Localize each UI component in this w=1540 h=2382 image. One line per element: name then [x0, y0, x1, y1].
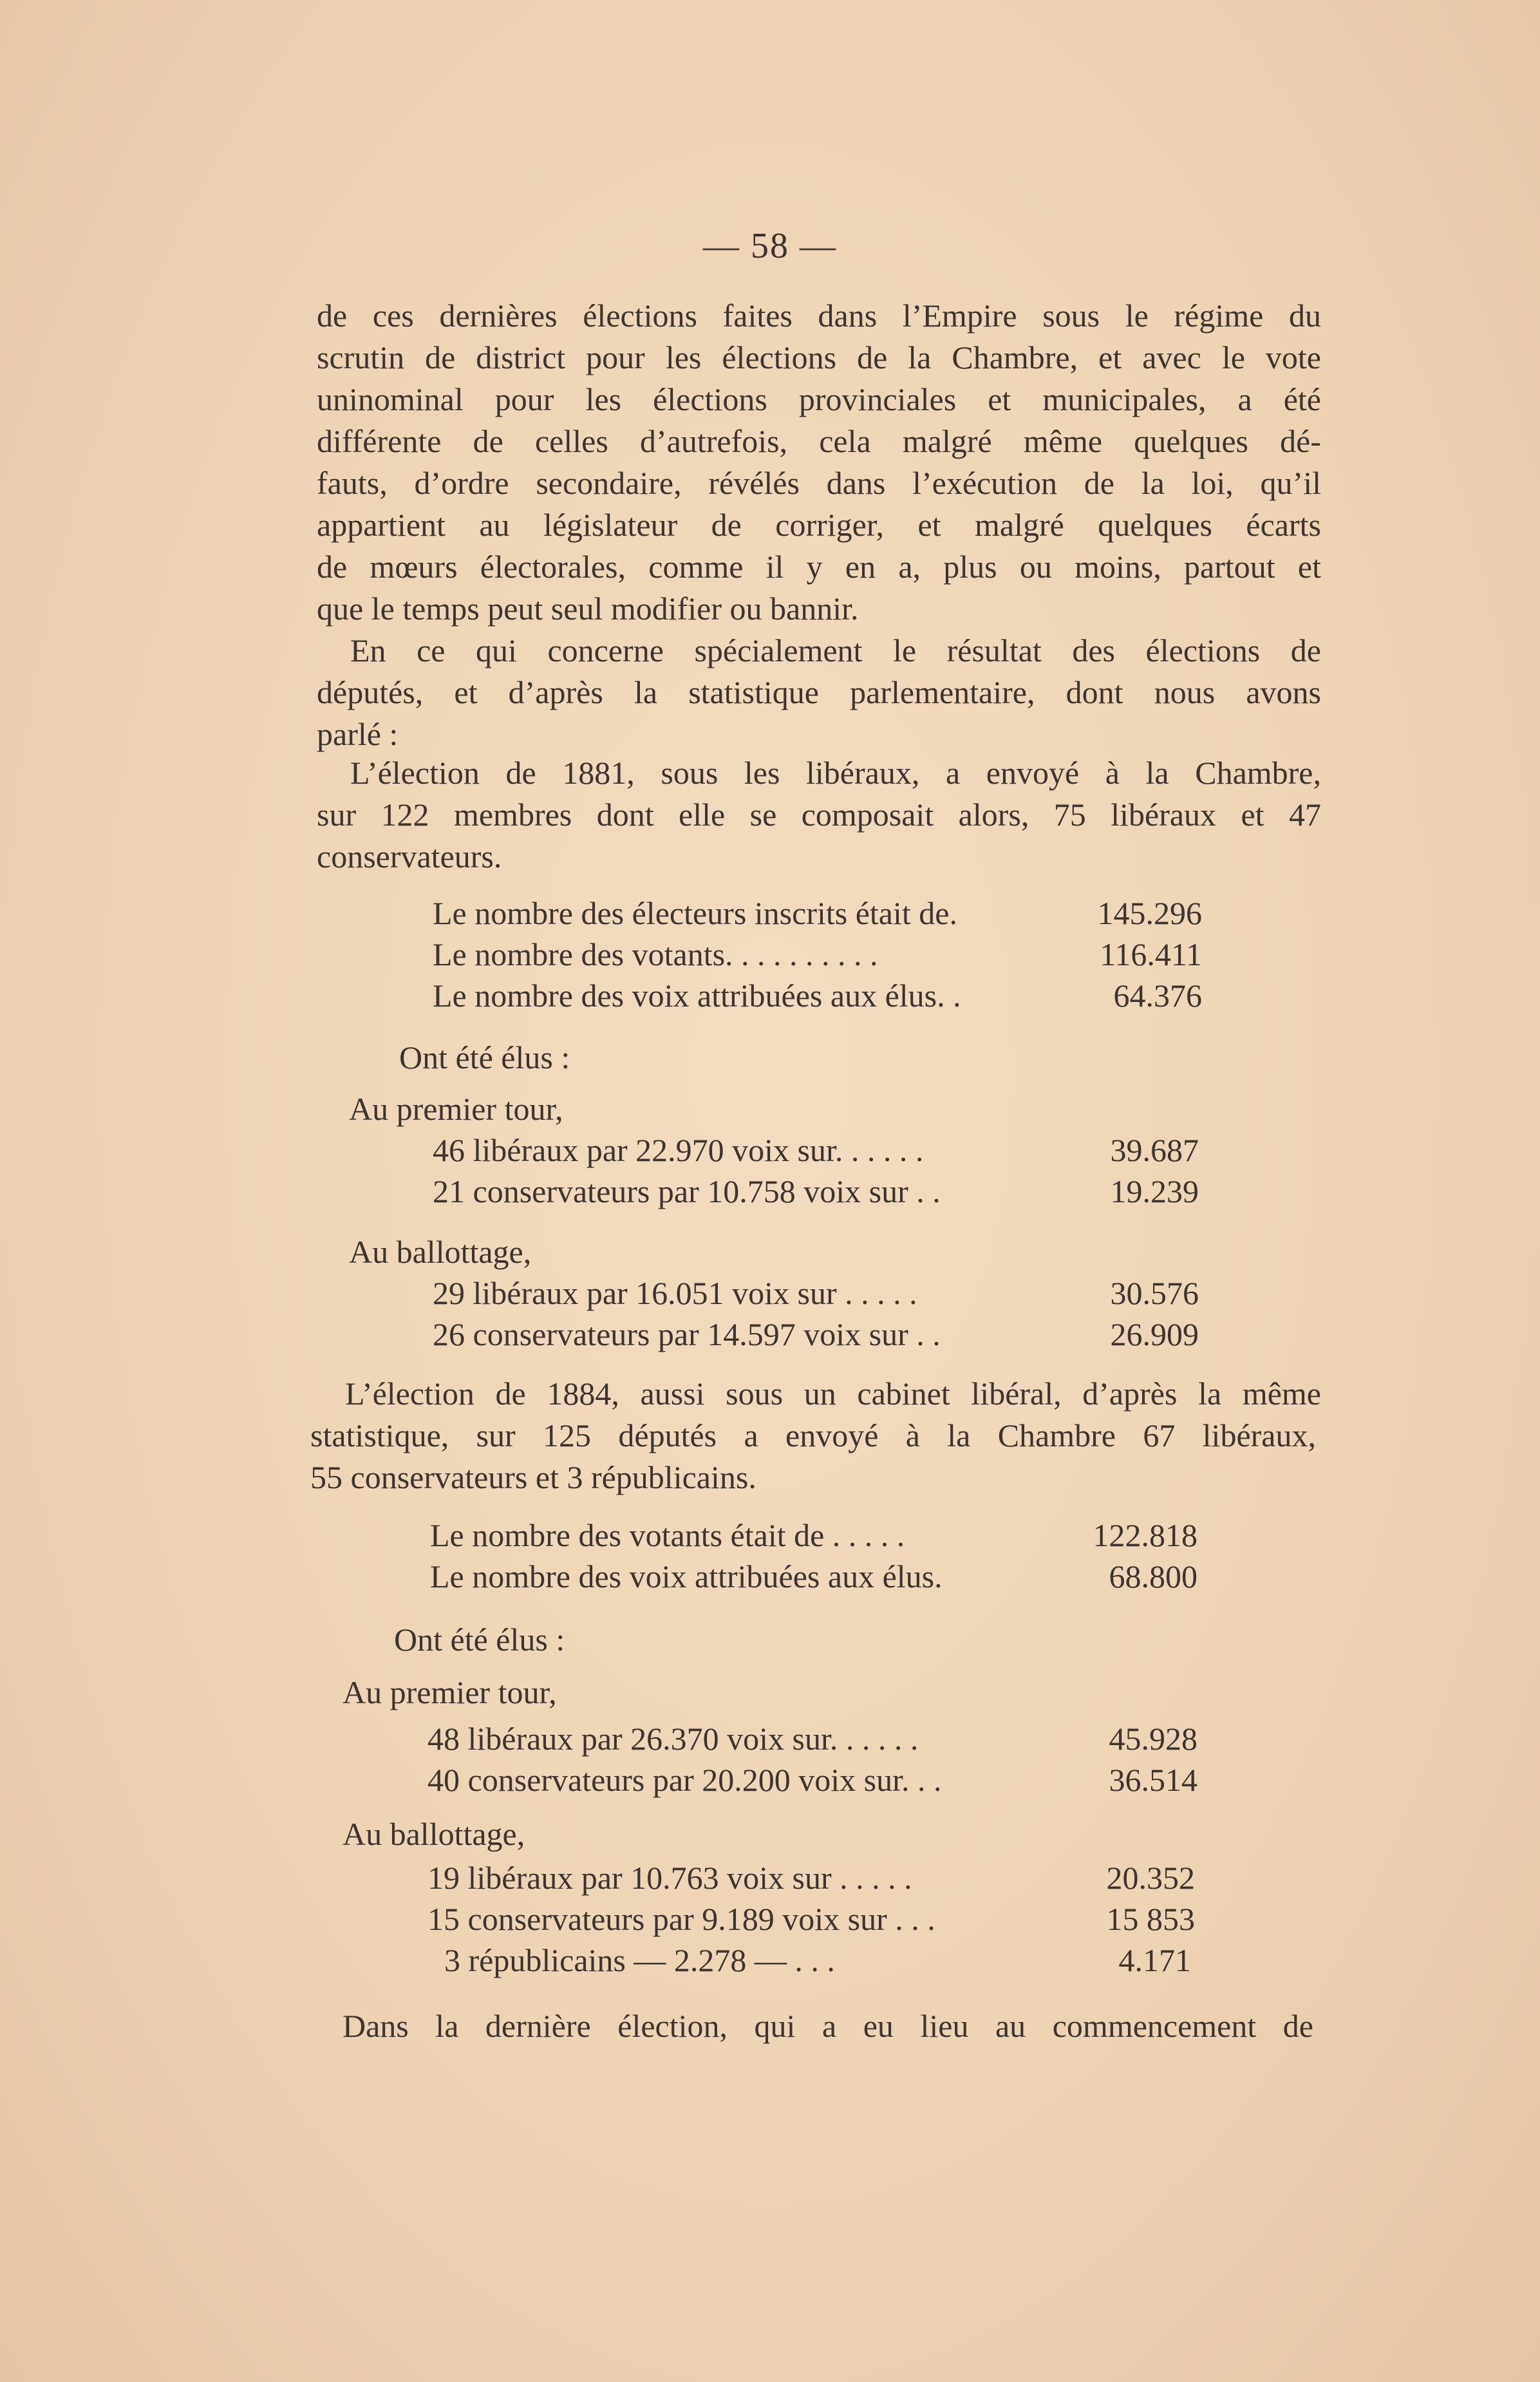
result-row	[427, 1759, 1197, 1801]
row-value: 122.818	[1093, 1517, 1197, 1553]
first-round-heading: Au premier tour,	[349, 1091, 563, 1127]
result-row	[427, 1898, 1195, 1940]
text-line: conservateurs.	[317, 838, 502, 874]
text-line: scrutin de district pour les élections de la Chambre, et avec le vote	[317, 339, 1321, 375]
summary-row	[430, 1556, 1197, 1597]
text-line: statistique, sur 125 députés a envoyé à la Chambre 67 libéraux,	[310, 1417, 1316, 1453]
summary-row	[433, 934, 1202, 975]
text-line: L’élection de 1884, aussi sous un cabinet libéral, d’après la même	[345, 1375, 1321, 1412]
row-label: 29 libéraux par 16.051 voix sur . . . . .	[433, 1275, 917, 1311]
paragraph-2	[317, 630, 1321, 672]
paragraph-5	[343, 2005, 1313, 2047]
result-row	[433, 1314, 1199, 1355]
text-line: En ce qui concerne spécialement le résultat des élections de	[350, 632, 1321, 668]
text-line: fauts, d’ordre secondaire, révélés dans l’exécution de la loi, qu’il	[317, 465, 1321, 501]
row-label: 15 conservateurs par 9.189 voix sur . . .	[427, 1901, 935, 1937]
text-line: sur 122 membres dont elle se composait alors, 75 libéraux et 47	[317, 797, 1321, 833]
runoff-heading: Au ballottage,	[349, 1234, 532, 1270]
paragraph-4-cont	[310, 1415, 1316, 1498]
row-label: 48 libéraux par 26.370 voix sur. . . . . .	[427, 1721, 919, 1757]
row-value: 45.928	[1109, 1721, 1197, 1757]
row-value: 39.687	[1110, 1132, 1199, 1168]
result-row	[427, 1857, 1195, 1898]
page-number: — 58 —	[703, 226, 837, 266]
row-label: 40 conservateurs par 20.200 voix sur. . .	[427, 1762, 942, 1798]
text-line: 55 conservateurs et 3 républicains.	[310, 1459, 756, 1495]
row-value: 64.376	[1113, 978, 1202, 1014]
row-label: 26 conservateurs par 14.597 voix sur . .	[433, 1316, 941, 1352]
row-label: 21 conservateurs par 10.758 voix sur . .	[433, 1173, 941, 1209]
text-line: de mœurs électorales, comme il y en a, plus ou moins, partout et	[317, 549, 1321, 585]
elected-heading: Ont été élus :	[394, 1621, 565, 1658]
result-row	[433, 1171, 1199, 1212]
row-value: 36.514	[1109, 1762, 1197, 1798]
row-label: Le nombre des électeurs inscrits était de.	[433, 895, 957, 931]
summary-row	[433, 975, 1202, 1016]
result-row	[433, 1272, 1199, 1314]
paragraph-1	[317, 295, 1321, 630]
row-label: 19 libéraux par 10.763 voix sur . . . . .	[427, 1860, 912, 1896]
text-line: parlé :	[317, 716, 399, 752]
row-value: 68.800	[1109, 1558, 1197, 1594]
text-line: de ces dernières élections faites dans l’Empire sous le régime du	[317, 298, 1321, 334]
runoff-heading: Au ballottage,	[343, 1816, 525, 1852]
text-line: que le temps peut seul modifier ou bannir.	[317, 591, 859, 627]
text-line: appartient au législateur de corriger, et malgré quelques écarts	[317, 507, 1321, 543]
row-value: 20.352	[1106, 1860, 1195, 1896]
row-value: 15 853	[1106, 1901, 1195, 1937]
row-value: 4.171	[1118, 1942, 1191, 1978]
row-value: 116.411	[1100, 936, 1202, 972]
first-round-heading: Au premier tour,	[343, 1674, 557, 1710]
result-row	[427, 1718, 1197, 1759]
text-line: différente de celles d’autrefois, cela malgré même quelques dé-	[317, 423, 1321, 459]
row-label: 3 républicains — 2.278 — . . .	[444, 1942, 835, 1978]
paragraph-3	[350, 752, 1321, 794]
row-label: 46 libéraux par 22.970 voix sur. . . . . .	[433, 1132, 924, 1168]
row-value: 145.296	[1097, 895, 1202, 931]
text-line: uninominal pour les élections provinciales et municipales, a été	[317, 381, 1321, 417]
text-line: L’élection de 1881, sous les libéraux, a envoyé à la Chambre,	[350, 755, 1321, 791]
paragraph-3-cont	[317, 794, 1321, 878]
row-value: 26.909	[1110, 1316, 1199, 1352]
summary-row	[430, 1515, 1197, 1556]
result-row	[444, 1940, 1191, 1981]
row-label: Le nombre des votants était de . . . . .	[430, 1517, 905, 1553]
row-label: Le nombre des votants. . . . . . . . . .	[433, 936, 878, 972]
summary-row	[433, 893, 1202, 934]
row-label: Le nombre des voix attribuées aux élus. .	[433, 978, 961, 1014]
paragraph-4	[345, 1373, 1321, 1415]
row-label: Le nombre des voix attribuées aux élus.	[430, 1558, 943, 1594]
row-value: 30.576	[1110, 1275, 1199, 1311]
elected-heading: Ont été élus :	[399, 1039, 570, 1075]
result-row	[433, 1130, 1199, 1171]
text-line: Dans la dernière élection, qui a eu lieu au commencement de	[343, 2008, 1313, 2044]
row-value: 19.239	[1110, 1173, 1199, 1209]
paragraph-2-cont	[317, 672, 1321, 755]
text-line: députés, et d’après la statistique parlementaire, dont nous avons	[317, 674, 1321, 710]
